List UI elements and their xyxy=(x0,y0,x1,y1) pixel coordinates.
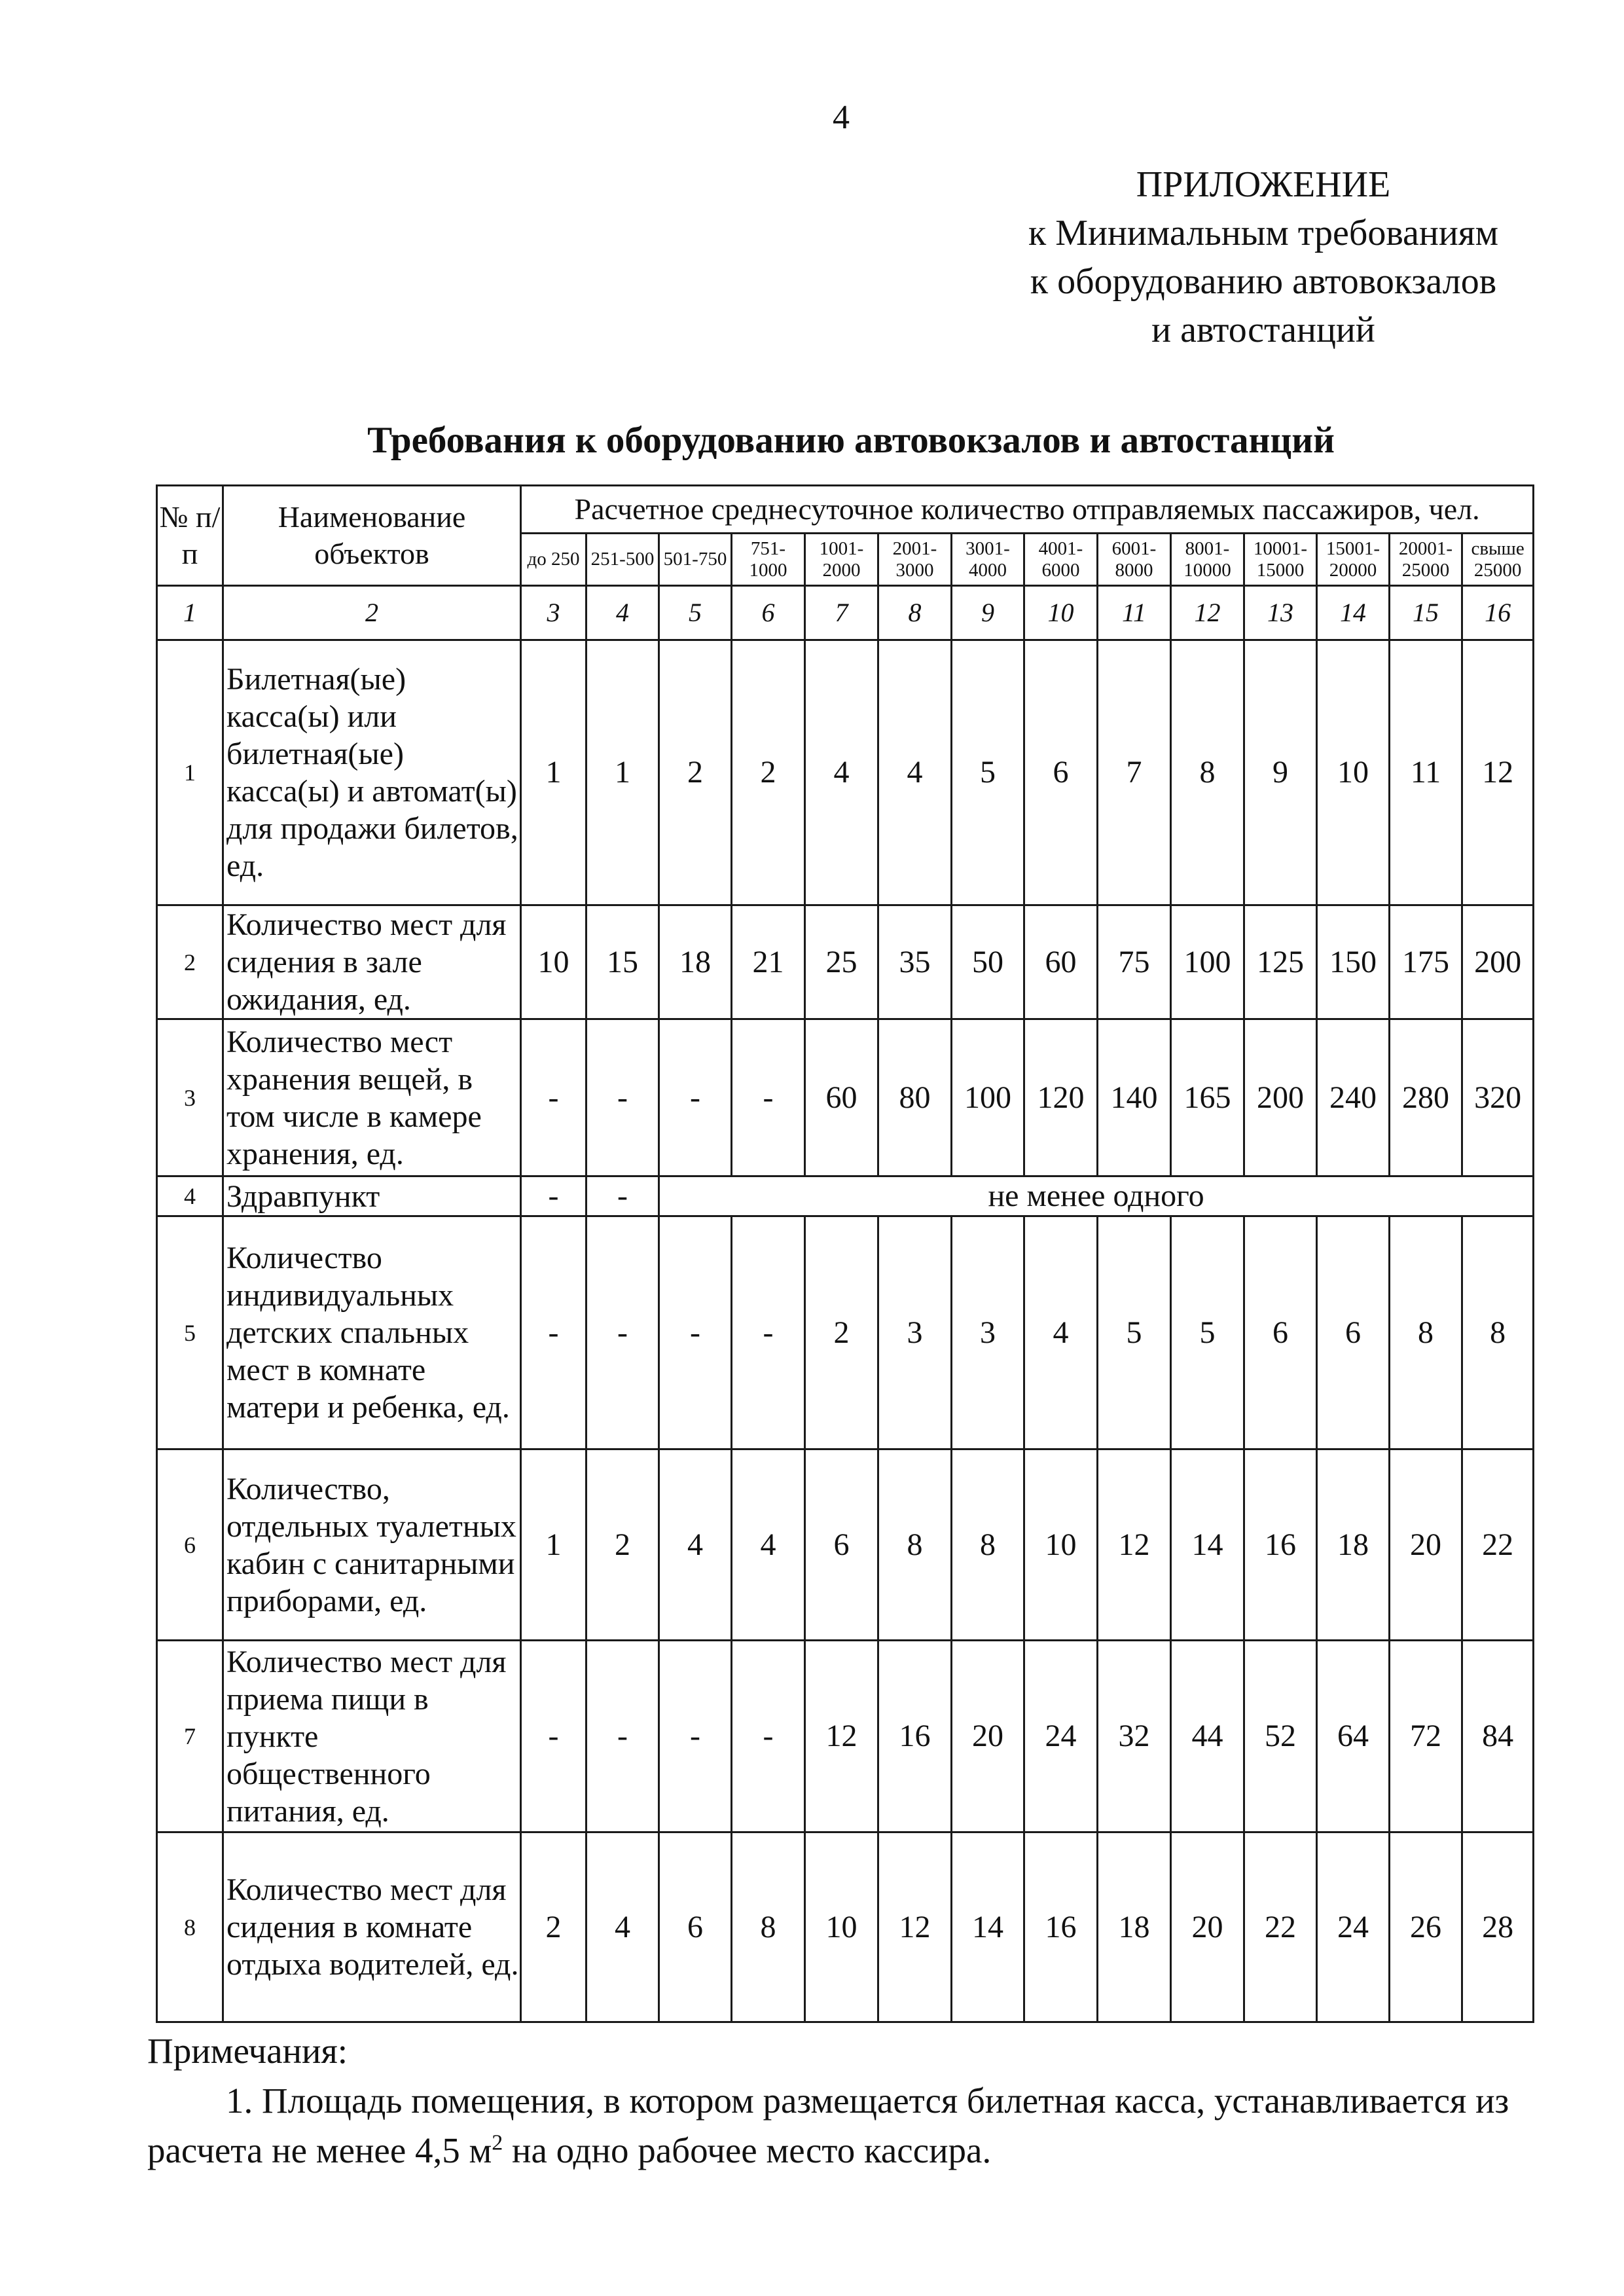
value-cell: 4 xyxy=(659,1449,732,1641)
range-cell: 4001-6000 xyxy=(1024,534,1098,586)
value-cell: 200 xyxy=(1462,905,1534,1019)
notes-heading: Примечания: xyxy=(147,2031,348,2071)
merged-value-cell: не менее одного xyxy=(659,1176,1534,1216)
value-cell: 240 xyxy=(1317,1019,1390,1176)
value-cell: - xyxy=(659,1641,732,1832)
value-cell: 75 xyxy=(1098,905,1171,1019)
value-cell: 8 xyxy=(732,1832,805,2022)
row-number: 8 xyxy=(157,1832,223,2022)
value-cell: 125 xyxy=(1244,905,1317,1019)
value-cell: 10 xyxy=(805,1832,878,2022)
value-cell: 60 xyxy=(1024,905,1098,1019)
value-cell: - xyxy=(521,1176,586,1216)
range-cell: 8001-10000 xyxy=(1171,534,1244,586)
document-title: Требования к оборудованию автовокзалов и автостанций xyxy=(367,420,1335,461)
value-cell: 6 xyxy=(1244,1216,1317,1449)
value-cell: 2 xyxy=(805,1216,878,1449)
value-cell: 7 xyxy=(1098,640,1171,905)
value-cell: 22 xyxy=(1462,1449,1534,1641)
value-cell: - xyxy=(732,1641,805,1832)
value-cell: 6 xyxy=(805,1449,878,1641)
value-cell: 14 xyxy=(952,1832,1024,2022)
value-cell: 10 xyxy=(1024,1449,1098,1641)
value-cell: 20 xyxy=(1171,1832,1244,2022)
appendix-label: ПРИЛОЖЕНИЕ xyxy=(1136,164,1391,205)
value-cell: 12 xyxy=(805,1641,878,1832)
value-cell: 20 xyxy=(1390,1449,1462,1641)
column-index-cell: 10 xyxy=(1024,586,1098,640)
value-cell: 18 xyxy=(1098,1832,1171,2022)
row-number: 5 xyxy=(157,1216,223,1449)
value-cell: 320 xyxy=(1462,1019,1534,1176)
appendix-line-2: к оборудованию автовокзалов xyxy=(1030,261,1497,302)
header-number: № п/п xyxy=(157,486,223,586)
column-index-cell: 13 xyxy=(1244,586,1317,640)
range-cell: 251-500 xyxy=(586,534,659,586)
note-item-1-superscript: 2 xyxy=(492,2130,503,2155)
range-cell: 2001-3000 xyxy=(878,534,952,586)
row-number: 6 xyxy=(157,1449,223,1641)
value-cell: - xyxy=(586,1176,659,1216)
value-cell: 16 xyxy=(1244,1449,1317,1641)
value-cell: 200 xyxy=(1244,1019,1317,1176)
value-cell: 5 xyxy=(1171,1216,1244,1449)
value-cell: 1 xyxy=(586,640,659,905)
value-cell: - xyxy=(659,1019,732,1176)
value-cell: 26 xyxy=(1390,1832,1462,2022)
value-cell: - xyxy=(732,1216,805,1449)
row-name: Количество мест хранения вещей, в том числе в камере хранения, ед. xyxy=(223,1019,521,1176)
value-cell: 2 xyxy=(586,1449,659,1641)
row-name: Здравпункт xyxy=(223,1176,521,1216)
value-cell: 4 xyxy=(732,1449,805,1641)
value-cell: 21 xyxy=(732,905,805,1019)
value-cell: 18 xyxy=(1317,1449,1390,1641)
column-index-cell: 6 xyxy=(732,586,805,640)
value-cell: 8 xyxy=(952,1449,1024,1641)
value-cell: 5 xyxy=(952,640,1024,905)
column-index-cell: 8 xyxy=(878,586,952,640)
value-cell: 1 xyxy=(521,640,586,905)
value-cell: 44 xyxy=(1171,1641,1244,1832)
value-cell: 4 xyxy=(586,1832,659,2022)
value-cell: 24 xyxy=(1317,1832,1390,2022)
range-cell: 15001-20000 xyxy=(1317,534,1390,586)
range-cell: 6001-8000 xyxy=(1098,534,1171,586)
value-cell: 18 xyxy=(659,905,732,1019)
row-name: Количество мест для сидения в зале ожидания, ед. xyxy=(223,905,521,1019)
table-row xyxy=(157,1176,1534,1216)
value-cell: 12 xyxy=(1098,1449,1171,1641)
value-cell: 22 xyxy=(1244,1832,1317,2022)
column-index-row xyxy=(157,586,1534,640)
value-cell: 280 xyxy=(1390,1019,1462,1176)
row-number: 1 xyxy=(157,640,223,905)
value-cell: 9 xyxy=(1244,640,1317,905)
value-cell: 165 xyxy=(1171,1019,1244,1176)
column-index-cell: 4 xyxy=(586,586,659,640)
value-cell: 2 xyxy=(659,640,732,905)
value-cell: - xyxy=(732,1019,805,1176)
row-name: Количество мест для приема пищи в пункте общественного питания, ед. xyxy=(223,1641,521,1832)
note-item-1 xyxy=(147,2076,1548,2176)
table-row xyxy=(157,1641,1534,1832)
value-cell: 8 xyxy=(1390,1216,1462,1449)
value-cell: 64 xyxy=(1317,1641,1390,1832)
value-cell: - xyxy=(586,1641,659,1832)
value-cell: 25 xyxy=(805,905,878,1019)
table-row xyxy=(157,905,1534,1019)
column-index-cell: 5 xyxy=(659,586,732,640)
value-cell: 4 xyxy=(878,640,952,905)
row-name: Количество, отдельных туалетных кабин с санитарными приборами, ед. xyxy=(223,1449,521,1641)
value-cell: - xyxy=(521,1019,586,1176)
table-row xyxy=(157,640,1534,905)
value-cell: 3 xyxy=(878,1216,952,1449)
value-cell: 175 xyxy=(1390,905,1462,1019)
value-cell: - xyxy=(586,1019,659,1176)
header-passenger-group: Расчетное среднесуточное количество отправляемых пассажиров, чел. xyxy=(521,486,1534,534)
appendix-line-3: и автостанций xyxy=(1151,310,1375,350)
value-cell: 8 xyxy=(1171,640,1244,905)
column-index-cell: 1 xyxy=(157,586,223,640)
value-cell: 14 xyxy=(1171,1449,1244,1641)
value-cell: 20 xyxy=(952,1641,1024,1832)
value-cell: 35 xyxy=(878,905,952,1019)
column-index-cell: 14 xyxy=(1317,586,1390,640)
table-row xyxy=(157,1216,1534,1449)
value-cell: 84 xyxy=(1462,1641,1534,1832)
appendix-line-1: к Минимальным требованиям xyxy=(1028,213,1499,253)
header-row xyxy=(157,486,1534,534)
value-cell: 4 xyxy=(1024,1216,1098,1449)
column-index-cell: 12 xyxy=(1171,586,1244,640)
value-cell: 140 xyxy=(1098,1019,1171,1176)
value-cell: 150 xyxy=(1317,905,1390,1019)
row-name: Билетная(ые) касса(ы) или билетная(ые) касса(ы) и автомат(ы) для продажи билетов, ед. xyxy=(223,640,521,905)
value-cell: 3 xyxy=(952,1216,1024,1449)
range-cell: 3001-4000 xyxy=(952,534,1024,586)
value-cell: - xyxy=(521,1641,586,1832)
page-number: 4 xyxy=(833,99,850,136)
column-index-cell: 16 xyxy=(1462,586,1534,640)
row-number: 4 xyxy=(157,1176,223,1216)
range-cell: 751-1000 xyxy=(732,534,805,586)
value-cell: 11 xyxy=(1390,640,1462,905)
column-index-cell: 9 xyxy=(952,586,1024,640)
note-item-1-text-a: 1. Площадь помещения, в котором размещается билетная касса, устанавливается из расчета не менее 4,5 м xyxy=(147,2081,1509,2170)
row-name: Количество мест для сидения в комнате отдыха водителей, ед. xyxy=(223,1832,521,2022)
value-cell: 80 xyxy=(878,1019,952,1176)
range-cell: 20001-25000 xyxy=(1390,534,1462,586)
value-cell: 28 xyxy=(1462,1832,1534,2022)
value-cell: 6 xyxy=(1317,1216,1390,1449)
value-cell: 8 xyxy=(1462,1216,1534,1449)
value-cell: 16 xyxy=(1024,1832,1098,2022)
appendix-block xyxy=(949,160,1578,354)
value-cell: 24 xyxy=(1024,1641,1098,1832)
value-cell: 120 xyxy=(1024,1019,1098,1176)
row-number: 2 xyxy=(157,905,223,1019)
value-cell: 72 xyxy=(1390,1641,1462,1832)
range-cell: 501-750 xyxy=(659,534,732,586)
value-cell: 60 xyxy=(805,1019,878,1176)
column-index-cell: 2 xyxy=(223,586,521,640)
requirements-table xyxy=(156,484,1534,2023)
value-cell: 6 xyxy=(659,1832,732,2022)
value-cell: 100 xyxy=(1171,905,1244,1019)
column-index-cell: 15 xyxy=(1390,586,1462,640)
value-cell: 6 xyxy=(1024,640,1098,905)
value-cell: 2 xyxy=(521,1832,586,2022)
column-index-cell: 3 xyxy=(521,586,586,640)
table-row xyxy=(157,1019,1534,1176)
value-cell: 2 xyxy=(732,640,805,905)
notes-block xyxy=(147,2026,1548,2176)
value-cell: - xyxy=(521,1216,586,1449)
value-cell: 32 xyxy=(1098,1641,1171,1832)
range-cell: свыше 25000 xyxy=(1462,534,1534,586)
value-cell: - xyxy=(659,1216,732,1449)
table-row xyxy=(157,1832,1534,2022)
row-name: Количество индивидуальных детских спальных мест в комнате матери и ребенка, ед. xyxy=(223,1216,521,1449)
range-cell: 1001-2000 xyxy=(805,534,878,586)
row-number: 7 xyxy=(157,1641,223,1832)
value-cell: 1 xyxy=(521,1449,586,1641)
note-item-1-text-b: на одно рабочее место кассира. xyxy=(503,2130,992,2170)
range-cell: 10001-15000 xyxy=(1244,534,1317,586)
table-row xyxy=(157,1449,1534,1641)
value-cell: 10 xyxy=(1317,640,1390,905)
column-index-cell: 7 xyxy=(805,586,878,640)
value-cell: 50 xyxy=(952,905,1024,1019)
value-cell: 12 xyxy=(878,1832,952,2022)
value-cell: 16 xyxy=(878,1641,952,1832)
range-cell: до 250 xyxy=(521,534,586,586)
row-number: 3 xyxy=(157,1019,223,1176)
value-cell: 100 xyxy=(952,1019,1024,1176)
value-cell: 8 xyxy=(878,1449,952,1641)
value-cell: 12 xyxy=(1462,640,1534,905)
value-cell: 4 xyxy=(805,640,878,905)
value-cell: 5 xyxy=(1098,1216,1171,1449)
value-cell: - xyxy=(586,1216,659,1449)
column-index-cell: 11 xyxy=(1098,586,1171,640)
value-cell: 10 xyxy=(521,905,586,1019)
value-cell: 15 xyxy=(586,905,659,1019)
header-name: Наименование объектов xyxy=(223,486,521,586)
value-cell: 52 xyxy=(1244,1641,1317,1832)
